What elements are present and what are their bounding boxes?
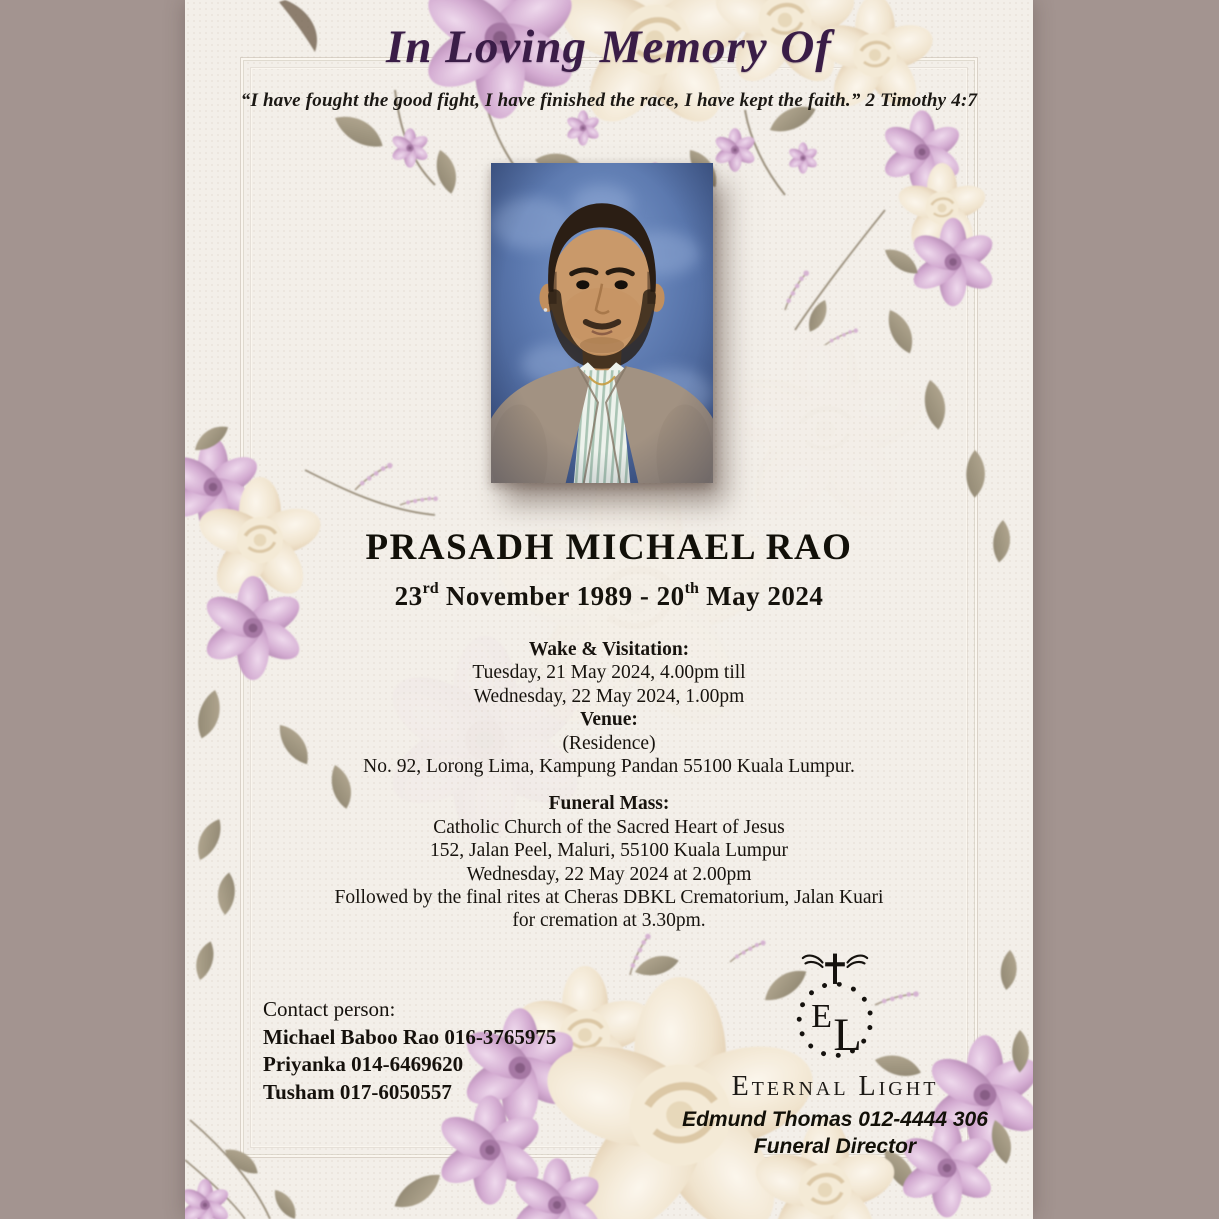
funeral-mass-section (185, 792, 1033, 932)
funeral-home-name: Eternal Light (731, 1071, 939, 1102)
funeral-mass-heading: Funeral Mass: (548, 793, 670, 815)
death-day: 20 (656, 581, 685, 611)
funeral-home-section (655, 950, 1015, 1160)
director-contact: Edmund Thomas 012-4444 306 (682, 1108, 988, 1132)
scripture-quote: “I have fought the good fight, I have finished the race, I have kept the faith.” 2 Timothy 4:7 (240, 90, 978, 111)
life-dates (185, 582, 1033, 612)
contact-heading: Contact person: (263, 997, 396, 1021)
schedule-line: Wednesday, 22 May 2024, 1.00pm (473, 685, 745, 707)
director-role: Funeral Director (753, 1134, 917, 1158)
schedule-line: (Residence) (562, 732, 656, 754)
schedule-line: for cremation at 3.30pm. (512, 910, 706, 932)
eternal-light-logo (779, 950, 891, 1068)
schedule-line: Followed by the final rites at Cheras DBKL Crematorium, Jalan Kuari (334, 887, 884, 909)
birth-rest: November 1989 (438, 581, 633, 611)
contact-person: Michael Baboo Rao 016-3765975 (263, 1024, 557, 1049)
contact-section (263, 996, 556, 1106)
contact-person: Priyanka 014-6469620 (263, 1052, 464, 1076)
monogram-letter-l: L (833, 1010, 862, 1062)
portrait-photo (491, 163, 713, 483)
birth-day: 23 (394, 581, 423, 611)
dates-separator: - (632, 581, 657, 611)
schedule-line: No. 92, Lorong Lima, Kampung Pandan 55100 Kuala Lumpur. (363, 756, 855, 778)
wake-visitation-section (185, 638, 1033, 778)
service-schedule (185, 638, 1033, 933)
schedule-line: 152, Jalan Peel, Maluri, 55100 Kuala Lumpur (430, 840, 788, 862)
page-title: In Loving Memory Of (386, 21, 832, 73)
memorial-card (185, 0, 1033, 1219)
deceased-name: PRASADH MICHAEL RAO (365, 527, 853, 568)
venue-heading: Venue: (580, 709, 638, 731)
schedule-line: Catholic Church of the Sacred Heart of Jesus (433, 816, 785, 838)
schedule-line: Tuesday, 21 May 2024, 4.00pm till (472, 662, 746, 684)
death-rest: May 2024 (698, 581, 824, 611)
contact-person: Tusham 017-6050557 (263, 1079, 452, 1104)
death-ordinal: th (684, 580, 699, 597)
wake-heading: Wake & Visitation: (528, 639, 690, 660)
birth-ordinal: rd (422, 580, 439, 597)
monogram-letter-e: E (811, 997, 832, 1035)
schedule-line: Wednesday, 22 May 2024 at 2.00pm (466, 863, 752, 885)
portrait-illustration (491, 163, 713, 483)
